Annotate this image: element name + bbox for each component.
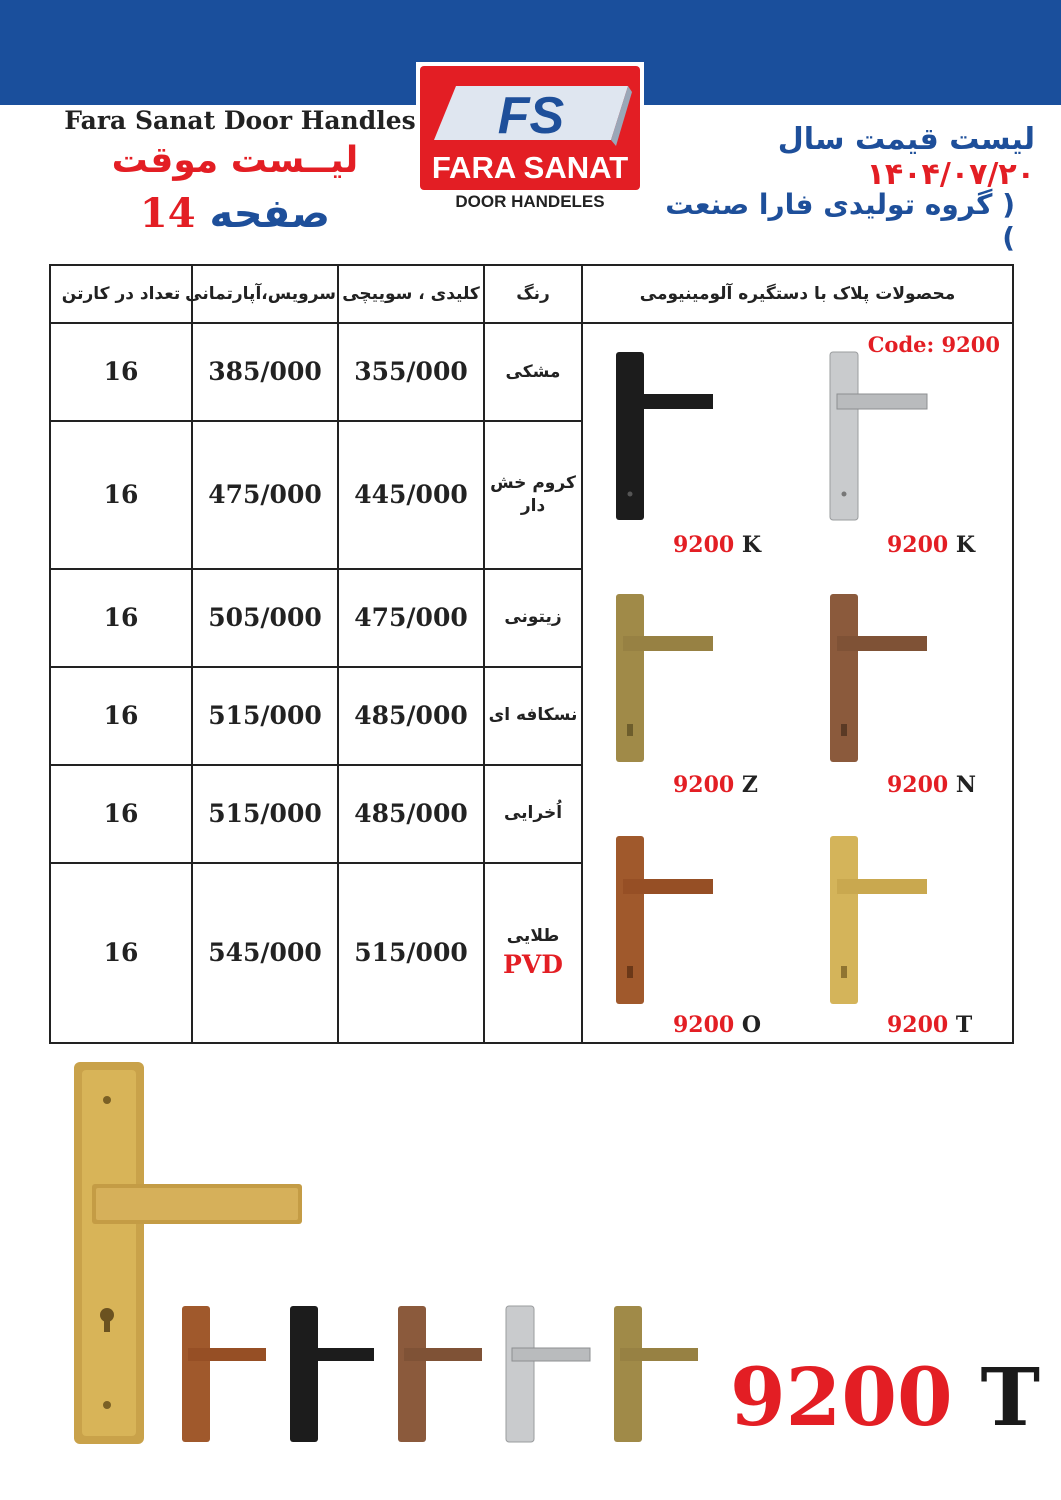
service-price-cell: 515/000	[192, 765, 338, 863]
chrome-handle-icon	[827, 344, 937, 544]
service-price-cell: 475/000	[192, 421, 338, 569]
price-list-title	[650, 122, 1035, 192]
service-price-cell: 545/000	[192, 863, 338, 1043]
key-price-cell: 475/000	[338, 569, 484, 667]
key-price-cell: 355/000	[338, 323, 484, 421]
logo-company-name: FARA SANAT	[431, 150, 629, 185]
black-handle-icon	[613, 344, 723, 544]
key-price-cell: 485/000	[338, 765, 484, 863]
company-logo	[416, 62, 644, 212]
featured-model-label	[730, 1350, 1040, 1444]
color-cell	[484, 765, 582, 863]
model-label: 9200 T	[887, 1012, 973, 1038]
carton-qty-cell: 16	[50, 323, 192, 421]
swatch-handle-olive-icon	[614, 1306, 698, 1442]
price-list-date: ۱۴۰۴/۰۷/۲۰	[866, 157, 1035, 192]
logo-tagline: DOOR HANDELES	[455, 192, 605, 211]
product-photo	[797, 804, 1011, 1044]
carton-qty-cell: 16	[50, 421, 192, 569]
logo-letters: FS	[497, 87, 565, 145]
header-service-price: سرویس،آپارتمانی	[192, 265, 338, 323]
product-photo	[583, 564, 797, 804]
color-finish-tag: PVD	[503, 949, 563, 979]
color-name: اُخرایی	[503, 803, 563, 824]
color-name: زیتونی	[504, 607, 562, 628]
model-label: 9200 O	[673, 1012, 762, 1038]
color-cell	[484, 863, 582, 1043]
product-photo	[583, 804, 797, 1044]
color-name: کروم خش دار	[490, 473, 576, 516]
model-label: 9200 K	[673, 532, 762, 558]
color-name: طلایی	[506, 925, 560, 946]
service-price-cell: 515/000	[192, 667, 338, 765]
color-cell	[484, 667, 582, 765]
header-color: رنگ	[484, 265, 582, 323]
featured-model-number: 9200	[730, 1350, 953, 1444]
ochre-handle-icon	[613, 824, 723, 1024]
page-label: صفحه	[209, 191, 331, 237]
product-photo	[797, 324, 1011, 564]
price-list-label: لیست قیمت سال	[777, 122, 1035, 157]
product-photo	[797, 564, 1011, 804]
color-name: نسکافه ای	[488, 705, 578, 726]
service-price-cell: 385/000	[192, 323, 338, 421]
carton-qty-cell: 16	[50, 765, 192, 863]
product-photo-grid	[582, 323, 1013, 1043]
header-key-price: کلیدی ، سوییچی	[338, 265, 484, 323]
service-price-cell: 505/000	[192, 569, 338, 667]
color-cell	[484, 421, 582, 569]
table-row	[50, 323, 1013, 421]
model-label: 9200 Z	[673, 772, 758, 798]
carton-qty-cell: 16	[50, 667, 192, 765]
color-cell	[484, 569, 582, 667]
featured-model-variant: T	[980, 1350, 1041, 1444]
page-number: 14	[139, 190, 196, 237]
table-header-row	[50, 265, 1013, 323]
model-label: 9200 N	[887, 772, 977, 798]
gold-handle-icon	[827, 824, 937, 1024]
key-price-cell: 485/000	[338, 667, 484, 765]
header-carton-qty: تعداد در کارتن	[50, 265, 192, 323]
swatch-handle-brown-icon	[398, 1306, 482, 1442]
page-indicator	[80, 190, 390, 237]
temporary-list-title: لیــست موقت	[111, 140, 359, 181]
color-variant-swatches	[178, 1300, 708, 1454]
model-label: 9200 K	[887, 532, 976, 558]
swatch-handle-black-icon	[290, 1306, 374, 1442]
carton-qty-cell: 16	[50, 569, 192, 667]
swatch-handle-chrome-icon	[506, 1306, 590, 1442]
key-price-cell: 445/000	[338, 421, 484, 569]
header-product: محصولات پلاک با دستگیره آلومینیومی	[582, 265, 1013, 323]
swatch-handle-ochre-icon	[182, 1306, 266, 1442]
brown-handle-icon	[827, 584, 937, 784]
brand-name-english: Fara Sanat Door Handles	[64, 106, 416, 135]
color-cell	[484, 323, 582, 421]
key-price-cell: 515/000	[338, 863, 484, 1043]
price-table	[49, 264, 1014, 1044]
producer-group-line: ( گروه تولیدی فارا صنعت )	[665, 188, 1015, 254]
color-name: مشکی	[505, 361, 561, 382]
product-code: Code: 9200	[867, 332, 1000, 357]
product-photo	[583, 324, 797, 564]
carton-qty-cell: 16	[50, 863, 192, 1043]
olive-handle-icon	[613, 584, 723, 784]
